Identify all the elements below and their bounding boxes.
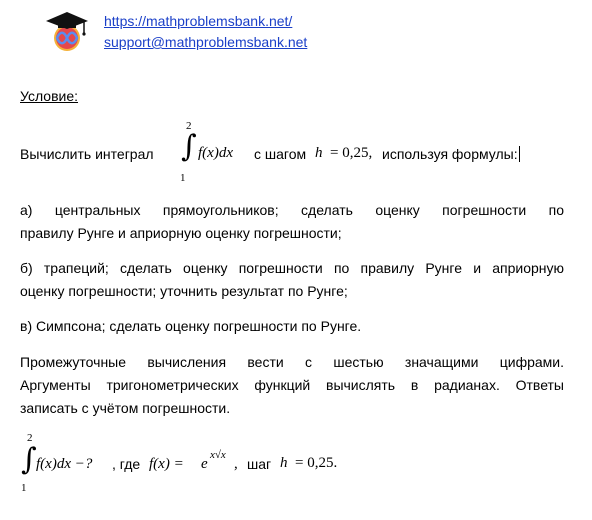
task-exp-base: e bbox=[201, 456, 208, 472]
task-step-label: шаг bbox=[247, 456, 272, 472]
intro-suffix: используя формулы: bbox=[382, 146, 518, 162]
condition-heading: Условие: bbox=[20, 88, 79, 104]
task-integral-lower-limit: 1 bbox=[21, 482, 27, 494]
note-line-3: записать с учётом погрешности. bbox=[20, 400, 231, 416]
task-integral-sign: ∫ bbox=[21, 442, 37, 477]
task-integral-upper-limit: 2 bbox=[27, 432, 33, 444]
text-cursor bbox=[519, 146, 520, 162]
item-a-line-2: правилу Рунге и априорную оценку погрешности; bbox=[20, 225, 342, 241]
support-email-link[interactable]: support@mathproblemsbank.net bbox=[104, 34, 308, 50]
task-step-variable: h bbox=[280, 455, 288, 471]
task-comma: , bbox=[234, 456, 238, 472]
item-a-line-1: а) центральных прямоугольников; сделать оценку погрешности по bbox=[20, 202, 564, 218]
site-url-link[interactable]: https://mathproblemsbank.net/ bbox=[104, 13, 293, 29]
item-b-line-2: оценку погрешности; уточнить результат по Рунге; bbox=[20, 283, 348, 299]
task-integrand: f(x)dx −? bbox=[36, 456, 93, 472]
mathproblemsbank-logo bbox=[44, 9, 90, 55]
note-line-1: Промежуточные вычисления вести с шестью значащими цифрами. bbox=[20, 354, 564, 370]
item-c: в) Симпсона; сделать оценку погрешности по Рунге. bbox=[20, 318, 362, 334]
intro-integral-lower-limit: 1 bbox=[180, 172, 186, 184]
item-b-line-1: б) трапеций; сделать оценку погрешности по правилу Рунге и априорную bbox=[20, 260, 564, 276]
intro-step-value: = 0,25, bbox=[330, 145, 373, 161]
intro-mid-text: с шагом bbox=[254, 146, 307, 162]
intro-integral-upper-limit: 2 bbox=[186, 120, 192, 132]
integral-sign: ∫ bbox=[181, 129, 197, 164]
intro-line bbox=[20, 146, 154, 162]
intro-prefix: Вычислить интеграл bbox=[20, 146, 154, 162]
task-function-lhs: f(x) = bbox=[149, 456, 184, 472]
task-step-value: = 0,25. bbox=[295, 455, 338, 471]
note-line-2: Аргументы тригонометрических функций вычислять в радианах. Ответы bbox=[20, 377, 564, 393]
task-exp-power: x√x bbox=[210, 449, 226, 461]
task-where: , где bbox=[112, 456, 141, 472]
intro-integrand: f(x)dx bbox=[198, 145, 233, 161]
intro-step-variable: h bbox=[315, 145, 323, 161]
